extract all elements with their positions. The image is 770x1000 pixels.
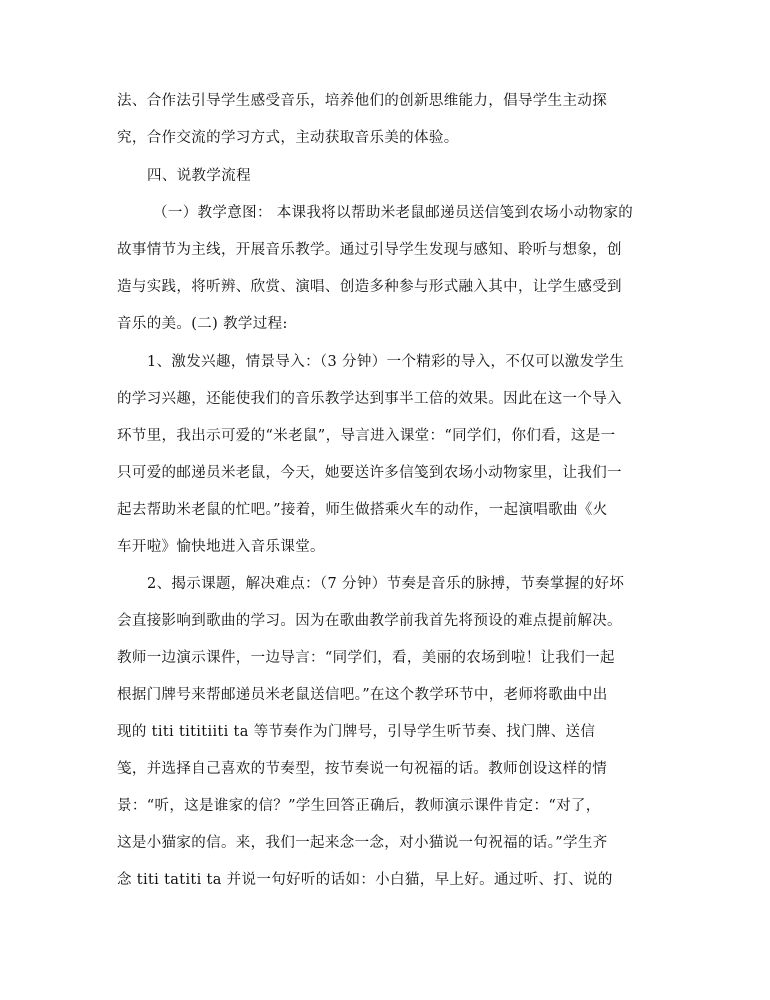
text-line: （一）教学意图： 本课我将以帮助米老鼠邮递员送信笺到农场小动物家的 [153, 205, 634, 221]
text-line: 景：“听，这是谁家的信？”学生回答正确后，教师演示课件肯定：“对了， [117, 798, 601, 814]
text-line: 2、揭示课题，解决难点：（7 分钟）节奏是音乐的脉搏，节奏掌握的好坏 [147, 576, 625, 592]
text-line: 环节里，我出示可爱的“米老鼠”，导言进入课堂：“同学们，你们看，这是一 [117, 428, 616, 444]
text-line: 根据门牌号来帮邮递员米老鼠送信吧。”在这个教学环节中，老师将歌曲中出 [117, 687, 608, 703]
text-line: 起去帮助米老鼠的忙吧。”接着，师生做搭乘火车的动作，一起演唱歌曲《火 [117, 502, 608, 518]
text-line: 音乐的美。(二) 教学过程: [117, 316, 288, 332]
text-line: 究，合作交流的学习方式，主动获取音乐美的体验。 [117, 130, 459, 146]
text-line: 故事情节为主线，开展音乐教学。通过引导学生发现与感知、聆听与想象，创 [117, 242, 622, 258]
text-line: 现的 titi tititiiti ta 等节奏作为门牌号，引导学生听节奏、找门牌、送信 [117, 724, 596, 740]
text-line: 念 titi tatiti ta 并说一句好听的话如：小白猫，早上好。通过听、打、说的 [117, 872, 613, 888]
text-line: 只可爱的邮递员米老鼠，今天，她要送许多信笺到农场小动物家里，让我们一 [117, 465, 622, 481]
text-line: 会直接影响到歌曲的学习。因为在歌曲教学前我首先将预设的难点提前解决。 [117, 613, 622, 629]
text-line: 的学习兴趣，还能使我们的音乐教学达到事半工倍的效果。因此在这一个导入 [117, 391, 622, 407]
text-line: 法、合作法引导学生感受音乐，培养他们的创新思维能力，倡导学生主动探 [117, 93, 608, 109]
text-line: 笺，并选择自己喜欢的节奏型，按节奏说一句祝福的话。教师创设这样的情 [117, 761, 608, 777]
section-heading: 四、说教学流程 [147, 168, 251, 184]
text-line: 1、激发兴趣，情景导入：（3 分钟）一个精彩的导入，不仅可以激发学生 [147, 354, 625, 370]
text-line: 车开啦》愉快地进入音乐课堂。 [117, 539, 325, 555]
text-line: 这是小猫家的信。来，我们一起来念一念，对小猫说一句祝福的话。”学生齐 [117, 835, 608, 851]
text-line: 造与实践，将听辨、欣赏、演唱、创造多种参与形式融入其中，让学生感受到 [117, 279, 622, 295]
text-line: 教师一边演示课件，一边导言：“同学们，看，美丽的农场到啦！让我们一起 [117, 650, 615, 666]
